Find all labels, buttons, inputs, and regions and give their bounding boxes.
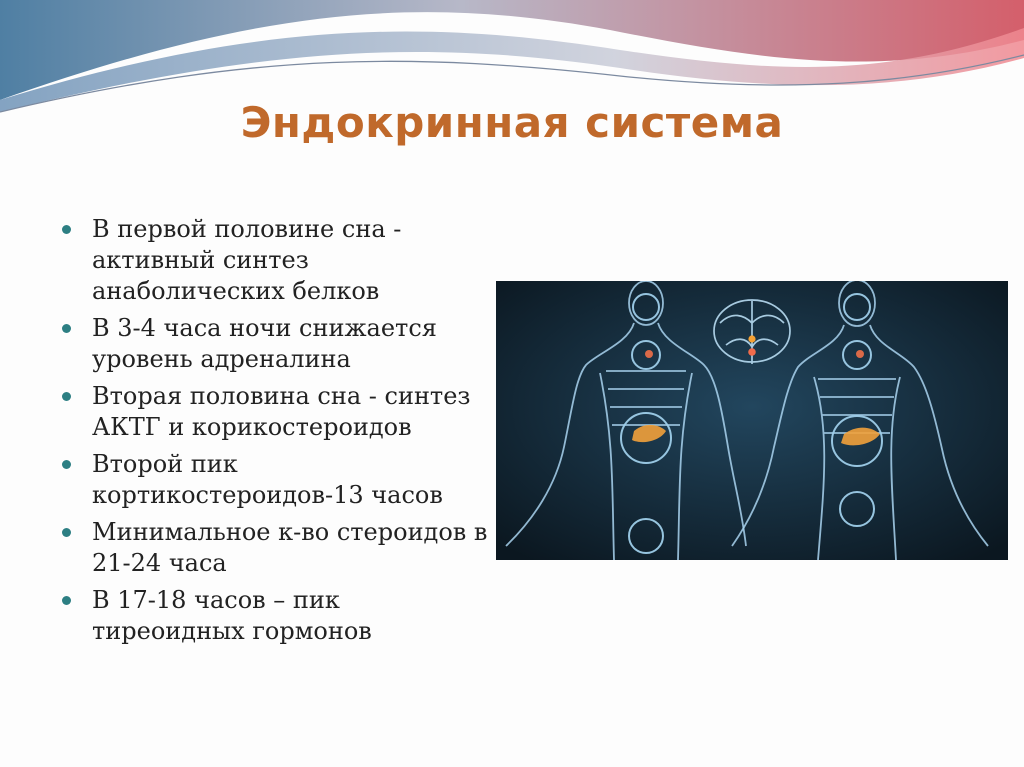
bullet-text: В 17-18 часов – пик тиреоидных гормонов (92, 586, 372, 645)
bullet-icon (62, 528, 71, 537)
list-item (60, 313, 490, 375)
bullet-icon (62, 460, 71, 469)
bullet-icon (62, 596, 71, 605)
bullet-text: Вторая половина сна - синтез АКТГ и корикостероидов (92, 382, 471, 441)
endocrine-system-illustration (496, 281, 1008, 560)
list-item (60, 214, 490, 307)
bullet-text: В 3-4 часа ночи снижается уровень адреналина (92, 314, 437, 373)
bullet-list (60, 214, 490, 653)
list-item (60, 381, 490, 443)
bullet-text: Второй пик кортикостероидов-13 часов (92, 450, 443, 509)
bullet-text: В первой половине сна - активный синтез анаболических белков (92, 215, 402, 305)
bullet-text: Минимальное к-во стероидов в 21-24 часа (92, 518, 488, 577)
list-item (60, 517, 490, 579)
bullet-icon (62, 225, 71, 234)
illustration-canvas (496, 281, 1008, 560)
list-item (60, 585, 490, 647)
slide-title: Эндокринная система (240, 98, 784, 147)
list-item (60, 449, 490, 511)
bullet-icon (62, 324, 71, 333)
bullet-icon (62, 392, 71, 401)
